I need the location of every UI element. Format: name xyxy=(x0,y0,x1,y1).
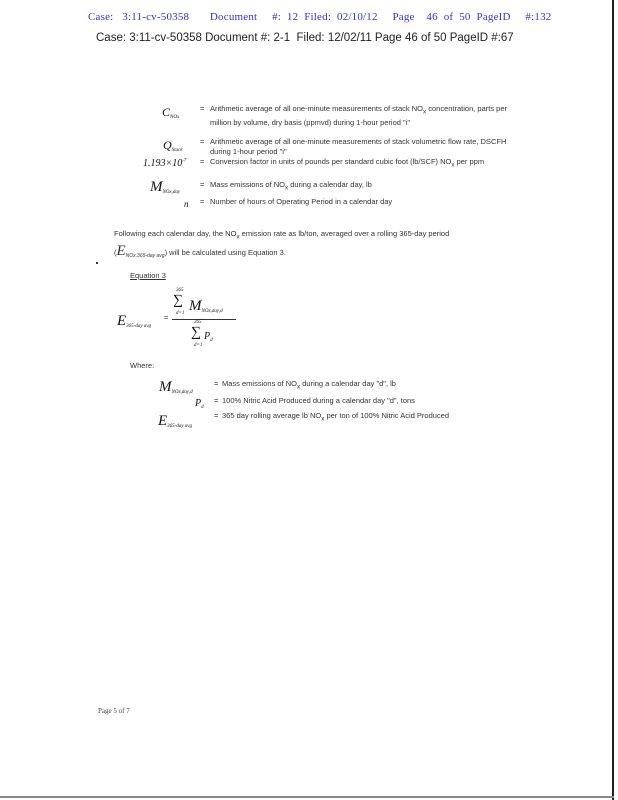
page-right-edge xyxy=(612,0,614,800)
where-text-mnox-day-d: Mass emissions of $NO_x$ during a calendar day "d", lb xyxy=(222,379,396,391)
where-equals: = xyxy=(214,411,219,420)
def-equals: = xyxy=(200,137,205,146)
def-equals: = xyxy=(200,157,205,166)
def-symbol-mnox-day: $M_{NOx,day}$ xyxy=(150,179,181,195)
denominator-sum-upper: 365 xyxy=(194,320,202,325)
where-symbol-pd: $P_d$ xyxy=(195,398,204,410)
where-text-pd: 100% Nitric Acid Produced during a calendar day "d", tons xyxy=(222,396,415,405)
def-symbol-n: n xyxy=(184,199,189,209)
def-equals: = xyxy=(200,197,205,206)
def-text-qstack: Arithmetic average of all one-minute measurements of stack volumetric flow rate, DSCFH during 1-hour period "i" xyxy=(210,137,507,156)
paragraph-line-1: Following each calendar day, the $NO_x$ emission rate as lb/ton, averaged over a rolling 365-day period xyxy=(114,229,450,241)
def-text-conversion-factor: Conversion factor in units of pounds per standard cubic foot (lb/SCF) $NO_x$ per ppm xyxy=(210,157,485,169)
where-text-e365: 365 day rolling average lb $NO_x$ per ton of 100% Nitric Acid Produced xyxy=(222,411,450,423)
where-equals: = xyxy=(214,396,219,405)
def-symbol-qstack: $Q_{Stack}$ xyxy=(163,138,183,153)
def-text-cnox: Arithmetic average of all one-minute measurements of stack $NO_x$ concentration, parts per million by volume, dry basis (ppmvd) during 1-hour period "i" xyxy=(210,104,508,127)
def-text-n: Number of hours of Operating Period in a calendar day xyxy=(210,197,393,206)
numerator-sum-symbol: ∑ xyxy=(173,293,183,308)
denominator-sum-symbol: ∑ xyxy=(191,325,201,340)
def-text-mnox-day: Mass emissions of $NO_x$ during a calendar day, lb xyxy=(210,180,372,192)
page-number: Page 5 of 7 xyxy=(98,707,130,715)
def-equals: = xyxy=(200,104,205,113)
equation-label: Equation 3 xyxy=(130,271,166,280)
denominator-sum-lower: d=1 xyxy=(194,343,203,348)
paragraph-line-2: $(E_{NOx,365-day avg})$ will be calculated using Equation 3. xyxy=(114,243,286,259)
def-equals: = xyxy=(200,180,205,189)
where-symbol-e365: $E_{365-day avg}$ xyxy=(158,413,193,429)
numerator-term: $M_{NOx,day,d}$ xyxy=(189,298,223,314)
where-equals: = xyxy=(214,379,219,388)
equation-lhs: $E_{365-day avg}$ xyxy=(117,313,152,329)
where-symbol-mnox-day-d: $M_{NOx,day,d}$ xyxy=(159,379,193,395)
equation-equals: = xyxy=(164,313,169,322)
numerator-sum-upper: 365 xyxy=(176,288,184,293)
fraction-bar xyxy=(172,319,236,320)
where-label: Where: xyxy=(130,361,155,370)
def-symbol-conversion-factor: $1.193\times 10^{-7}$ xyxy=(143,158,187,169)
court-filing-stamp: Case: 3:11-cv-50358 Document #: 12 Filed: 02/10/12 Page 46 of 50 PageID #:132 xyxy=(88,11,552,23)
original-filing-header: Case: 3:11-cv-50358 Document #: 2-1 Filed: 12/02/11 Page 46 of 50 PageID #:67 xyxy=(96,32,514,44)
def-symbol-cnox: $C_{NOx}$ xyxy=(162,105,180,120)
numerator-sum-lower: d=1 xyxy=(176,311,185,316)
denominator-term: $P_d$ xyxy=(204,331,213,343)
scan-speck xyxy=(96,262,98,264)
page-bottom-edge xyxy=(0,796,614,798)
